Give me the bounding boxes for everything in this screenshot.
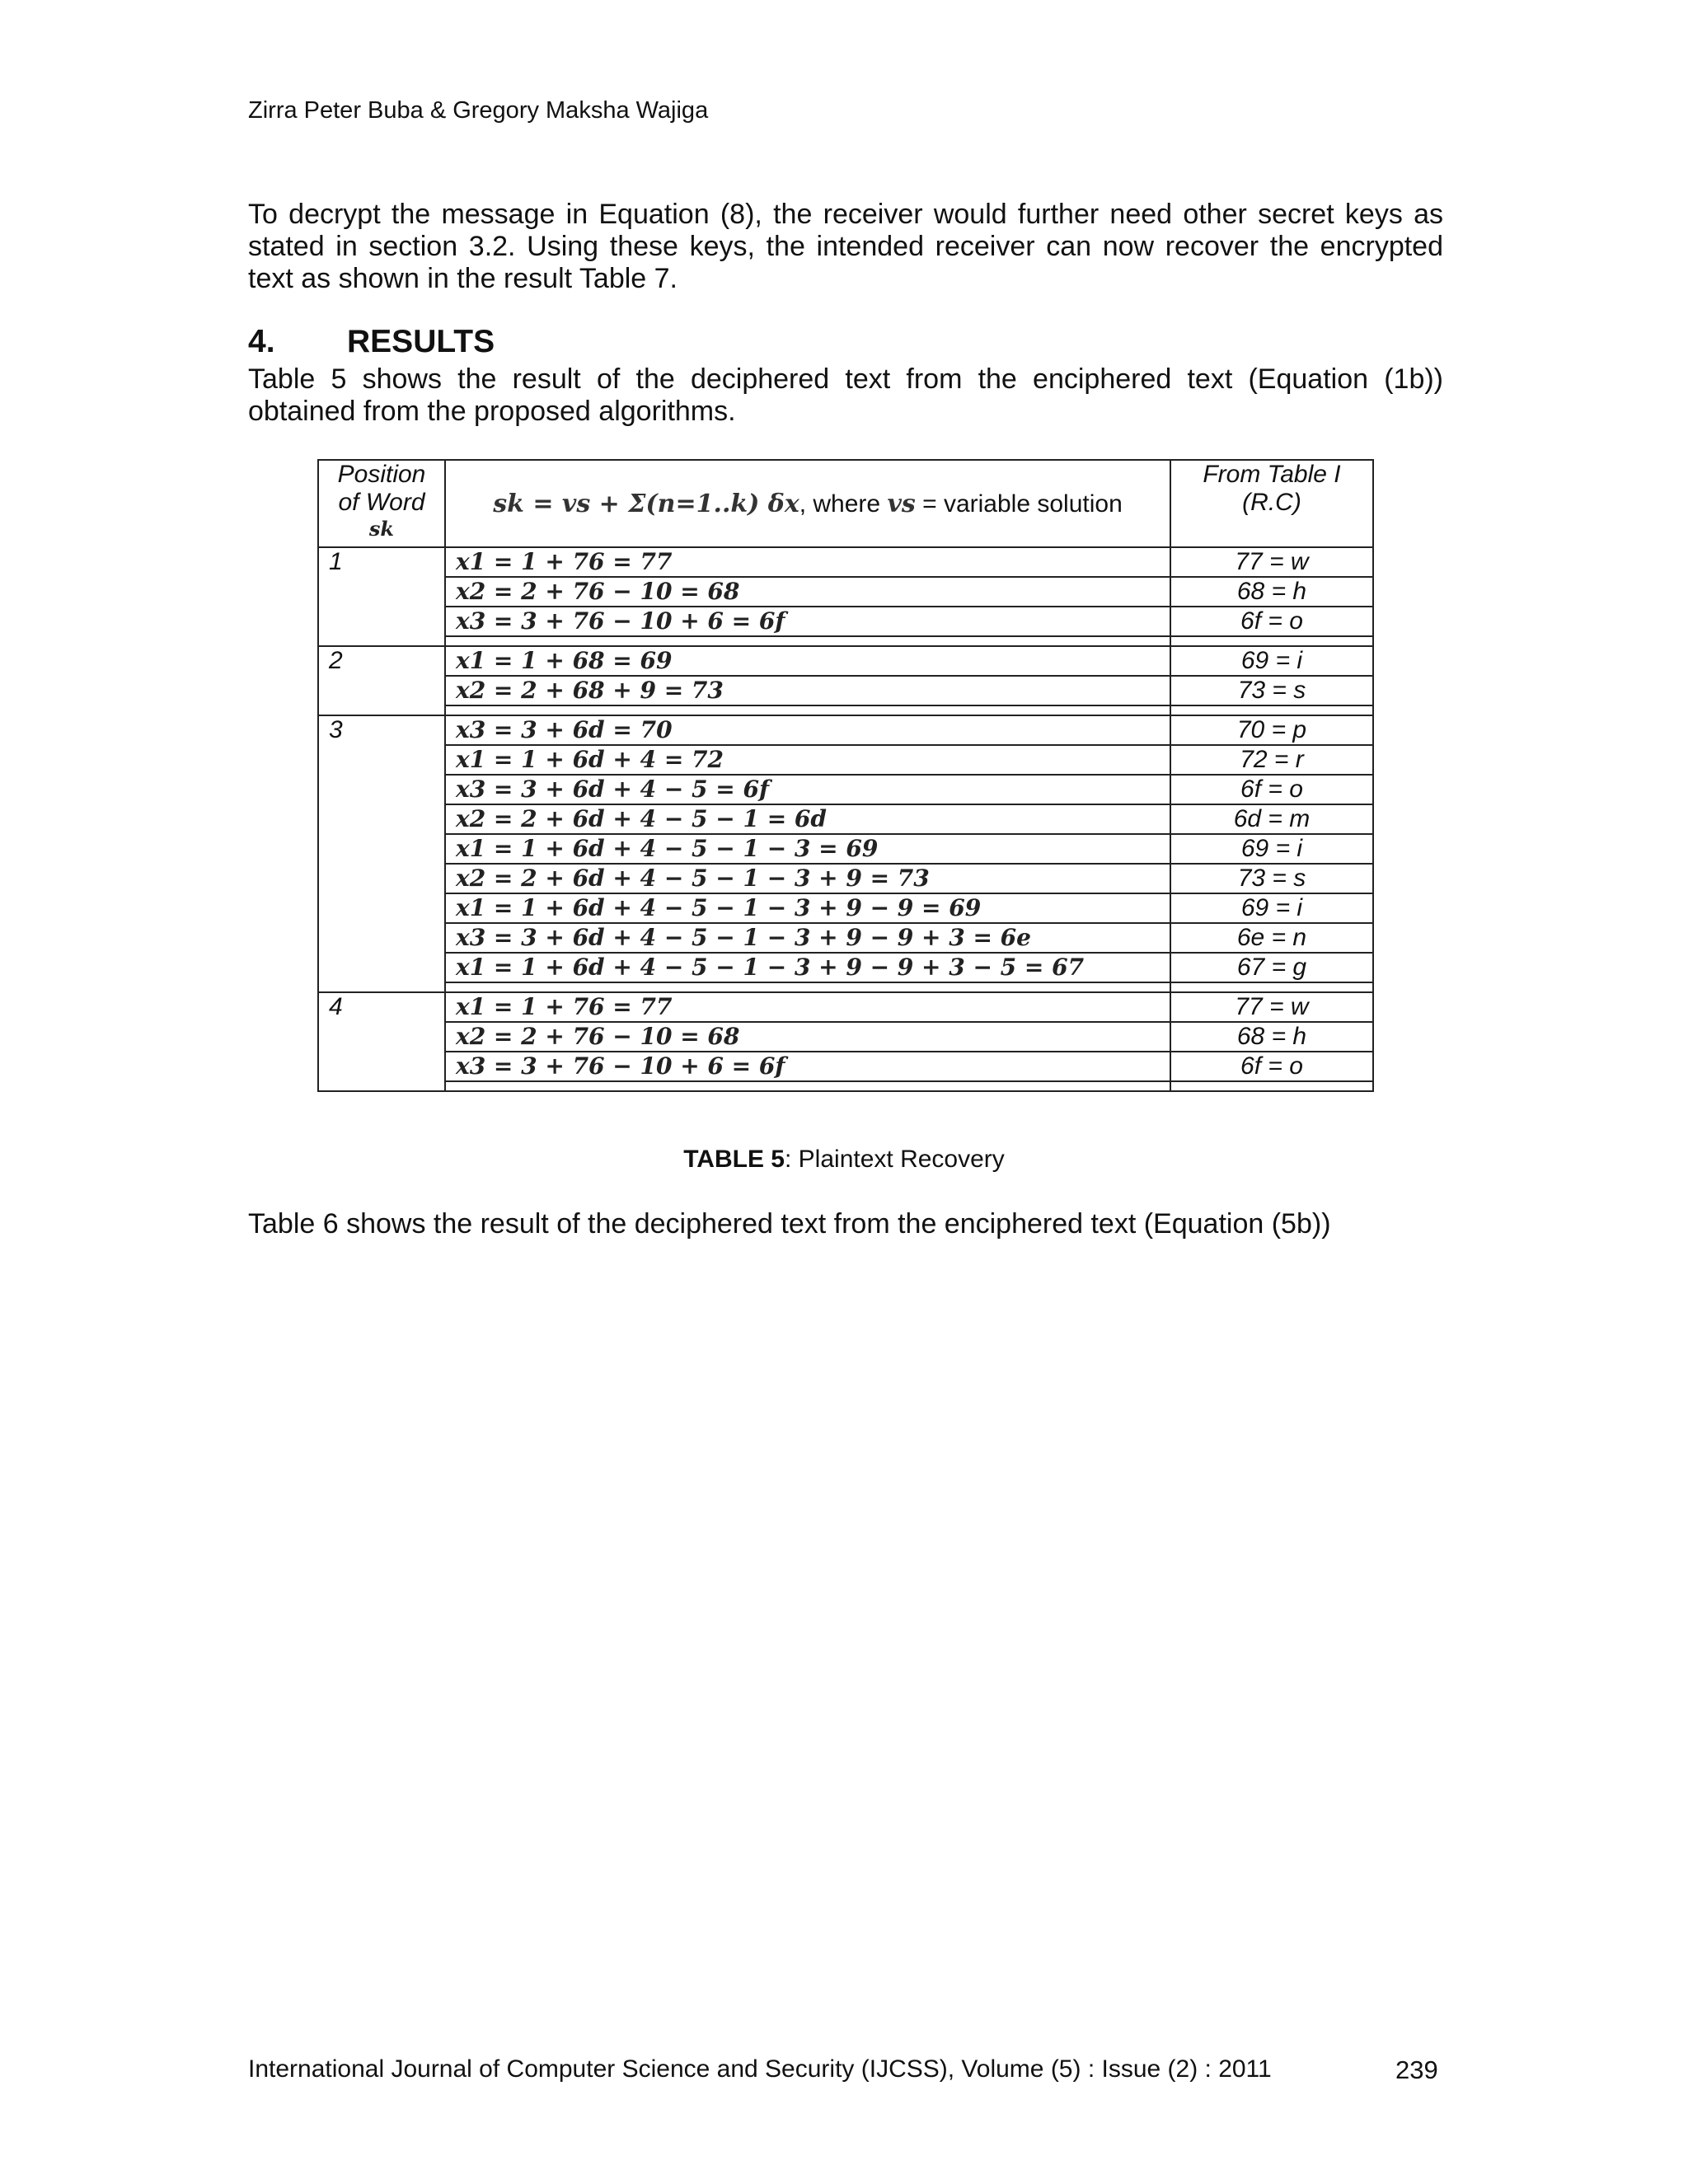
table-row (318, 953, 1373, 982)
result-cell: 69 = i (1170, 646, 1373, 676)
spacer-cell (445, 982, 1170, 992)
results-paragraph: Table 5 shows the result of the deciphered text from the enciphered text (Equation (1b)) obtained from the proposed algorithms. (248, 363, 1443, 427)
caption-label: TABLE 5 (683, 1146, 785, 1173)
page-number: 239 (1395, 2055, 1438, 2084)
table-row (318, 676, 1373, 705)
equation-cell: x2 = 2 + 6d + 4 − 5 − 1 = 6d (445, 804, 1170, 834)
header-formula-note: , where (799, 490, 881, 518)
equation-cell: x2 = 2 + 68 + 9 = 73 (445, 676, 1170, 705)
table-row (318, 646, 1373, 676)
footer-journal: International Journal of Computer Science and Security (IJCSS), Volume (5) : Issue (2) : 2011 (248, 2055, 1272, 2083)
header-formula-var: vs (887, 489, 916, 518)
result-cell: 73 = s (1170, 864, 1373, 893)
equation-cell: x1 = 1 + 6d + 4 − 5 − 1 − 3 + 9 − 9 + 3 − 5 = 67 (445, 953, 1170, 982)
caption-text: : Plaintext Recovery (785, 1146, 1005, 1173)
spacer-cell (445, 705, 1170, 715)
section-title: RESULTS (347, 324, 495, 359)
spacer-cell (1170, 705, 1373, 715)
table-5 (317, 459, 1374, 1092)
intro-paragraph: To decrypt the message in Equation (8), the receiver would further need other secret keys as stated in section 3.2. Using these keys, the intended receiver can now recover the encrypted text as shown in the result Table 7. (248, 199, 1443, 294)
running-header-authors: Zirra Peter Buba & Gregory Maksha Wajiga (248, 97, 709, 124)
table-header-row (318, 460, 1373, 547)
group-spacer-row (318, 1081, 1373, 1091)
equation-cell: x3 = 3 + 6d + 4 − 5 = 6f (445, 775, 1170, 804)
table-row (318, 607, 1373, 636)
header-formula-math: sk = vs + Σ(n=1..k) δx (493, 489, 799, 518)
word-position-cell: 2 (318, 646, 445, 715)
section-heading (248, 324, 495, 360)
table-row (318, 1052, 1373, 1081)
table-row (318, 923, 1373, 953)
result-cell: 70 = p (1170, 715, 1373, 745)
group-spacer-row (318, 705, 1373, 715)
result-cell: 6f = o (1170, 607, 1373, 636)
result-cell: 77 = w (1170, 547, 1373, 577)
table6-paragraph: Table 6 shows the result of the deciphered text from the enciphered text (Equation (5b)) (248, 1208, 1331, 1240)
equation-cell: x3 = 3 + 76 − 10 + 6 = 6f (445, 607, 1170, 636)
table-row (318, 775, 1373, 804)
result-cell: 6e = n (1170, 923, 1373, 953)
header-formula-var-note: = variable solution (922, 490, 1123, 518)
equation-cell: x2 = 2 + 6d + 4 − 5 − 1 − 3 + 9 = 73 (445, 864, 1170, 893)
group-spacer-row (318, 636, 1373, 646)
result-cell: 68 = h (1170, 1022, 1373, 1052)
equation-cell: x3 = 3 + 6d + 4 − 5 − 1 − 3 + 9 − 9 + 3 = 6e (445, 923, 1170, 953)
table-row (318, 715, 1373, 745)
spacer-cell (1170, 636, 1373, 646)
table-row (318, 893, 1373, 923)
result-cell: 69 = i (1170, 834, 1373, 864)
table-row (318, 864, 1373, 893)
spacer-cell (445, 1081, 1170, 1091)
result-cell: 72 = r (1170, 745, 1373, 775)
header-position-label: Position of Word (337, 461, 426, 516)
result-cell: 6f = o (1170, 1052, 1373, 1081)
table-row (318, 804, 1373, 834)
result-cell: 6f = o (1170, 775, 1373, 804)
result-cell: 77 = w (1170, 992, 1373, 1022)
spacer-cell (445, 636, 1170, 646)
equation-cell: x1 = 1 + 6d + 4 − 5 − 1 − 3 = 69 (445, 834, 1170, 864)
word-position-cell: 1 (318, 547, 445, 646)
table-row (318, 577, 1373, 607)
equation-cell: x3 = 3 + 76 − 10 + 6 = 6f (445, 1052, 1170, 1081)
result-cell: 69 = i (1170, 893, 1373, 923)
table-row (318, 992, 1373, 1022)
equation-cell: x1 = 1 + 76 = 77 (445, 547, 1170, 577)
header-position (318, 460, 445, 547)
spacer-cell (1170, 982, 1373, 992)
header-result: From Table I (R.C) (1170, 460, 1373, 547)
equation-cell: x3 = 3 + 6d = 70 (445, 715, 1170, 745)
equation-cell: x1 = 1 + 68 = 69 (445, 646, 1170, 676)
word-position-cell: 4 (318, 992, 445, 1091)
word-position-cell: 3 (318, 715, 445, 992)
result-cell: 67 = g (1170, 953, 1373, 982)
result-cell: 68 = h (1170, 577, 1373, 607)
result-cell: 6d = m (1170, 804, 1373, 834)
equation-cell: x1 = 1 + 6d + 4 − 5 − 1 − 3 + 9 − 9 = 69 (445, 893, 1170, 923)
equation-cell: x1 = 1 + 76 = 77 (445, 992, 1170, 1022)
table-row (318, 1022, 1373, 1052)
section-number: 4. (248, 324, 275, 359)
equation-cell: x2 = 2 + 76 − 10 = 68 (445, 1022, 1170, 1052)
group-spacer-row (318, 982, 1373, 992)
header-formula (445, 460, 1170, 547)
table-row (318, 834, 1373, 864)
result-cell: 73 = s (1170, 676, 1373, 705)
table-caption (0, 1146, 1688, 1174)
spacer-cell (1170, 1081, 1373, 1091)
table-row (318, 547, 1373, 577)
header-position-symbol: sk (368, 517, 395, 541)
equation-cell: x2 = 2 + 76 − 10 = 68 (445, 577, 1170, 607)
table-row (318, 745, 1373, 775)
equation-cell: x1 = 1 + 6d + 4 = 72 (445, 745, 1170, 775)
